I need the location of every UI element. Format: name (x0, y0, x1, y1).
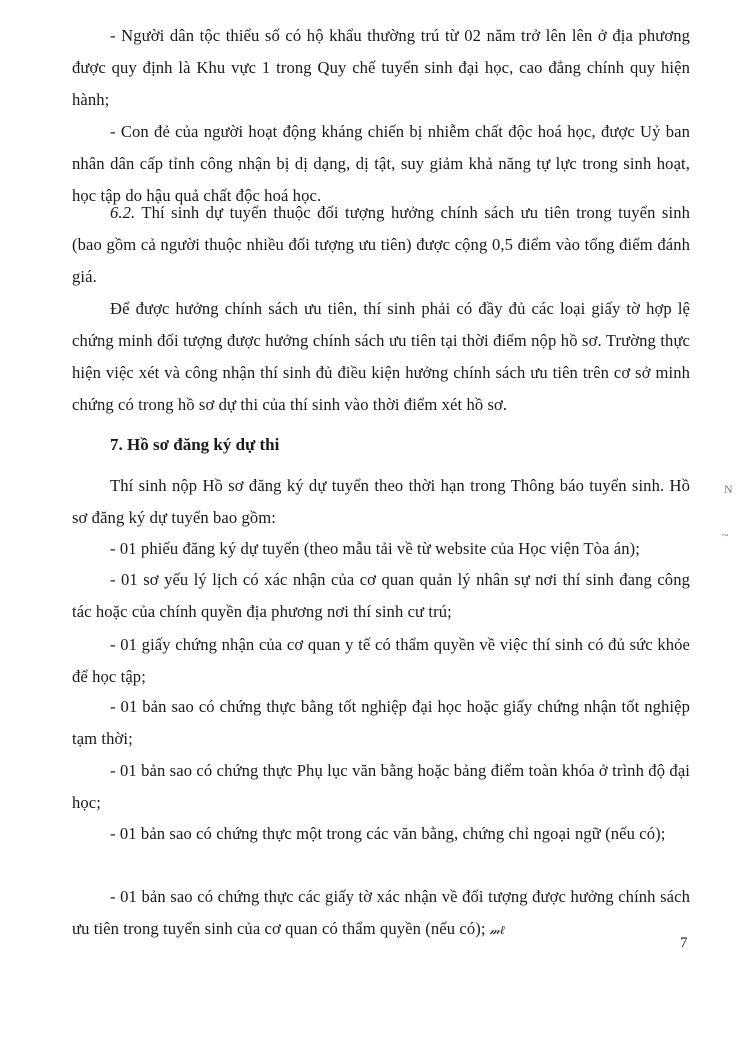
initials-signature: 𝓂ℓ (489, 923, 505, 937)
margin-mark: N (724, 482, 733, 496)
page-number: 7 (680, 935, 688, 951)
paragraph-dossier-intro: Thí sinh nộp Hồ sơ đăng ký dự tuyển theo thời hạn trong Thông báo tuyển sinh. Hồ sơ đăng ký dự tuyển bao gồm: (72, 476, 690, 527)
section-7-heading: 7. Hồ sơ đăng ký dự thi (110, 435, 280, 454)
list-item-degree-copy: - 01 bản sao có chứng thực bằng tốt nghiệp đại học hoặc giấy chứng nhận tốt nghiệp tạm thời; (72, 697, 690, 748)
paragraph-priority-docs: Để được hưởng chính sách ưu tiên, thí sinh phải có đầy đủ các loại giấy tờ hợp lệ chứng minh đối tượng được hưởng chính sách ưu tiên tại thời điểm nộp hồ sơ. Trường thực hiện việc xét và công nhận thí sinh đủ điều kiện hưởng chính sách ưu tiên trên cơ sở minh chứng có trong hồ sơ dự thi của thí sinh vào thời điểm xét hồ sơ. (72, 299, 690, 414)
margin-mark: ~ (722, 528, 729, 542)
paragraph-agent-orange: - Con đẻ của người hoạt động kháng chiến bị nhiễm chất độc hoá học, được Uỷ ban nhân dân cấp tỉnh công nhận bị dị dạng, dị tật, suy giảm khả năng tự lực trong sinh hoạt, học tập do hậu quả chất độc hoá học. (72, 122, 690, 205)
list-item-language-cert: - 01 bản sao có chứng thực một trong các văn bằng, chứng chỉ ngoại ngữ (nếu có); (110, 824, 666, 843)
paragraph-6-2: 6.2. Thí sinh dự tuyển thuộc đối tượng hưởng chính sách ưu tiên trong tuyển sinh (bao gồm cả người thuộc nhiều đối tượng ưu tiên) được cộng 0,5 điểm vào tổng điểm đánh giá. (72, 203, 690, 286)
paragraph-ethnic-minority: - Người dân tộc thiểu số có hộ khẩu thường trú từ 02 năm trở lên lên ở địa phương được quy định là Khu vực 1 trong Quy chế tuyển sinh đại học, cao đẳng chính quy hiện hành; (72, 26, 690, 109)
list-item-cv: - 01 sơ yếu lý lịch có xác nhận của cơ quan quản lý nhân sự nơi thí sinh đang công tác hoặc của chính quyền địa phương nơi thí sinh cư trú; (72, 570, 690, 621)
list-item-registration-form: - 01 phiếu đăng ký dự tuyển (theo mẫu tải về từ website của Học viện Tòa án); (110, 539, 640, 558)
list-item-transcript-copy: - 01 bản sao có chứng thực Phụ lục văn bằng hoặc bảng điểm toàn khóa ở trình độ đại học; (72, 761, 690, 812)
list-item-priority-proof: - 01 bản sao có chứng thực các giấy tờ xác nhận về đối tượng được hưởng chính sách ưu tiên trong tuyển sinh của cơ quan có thẩm quyền (nếu có); 𝓂ℓ (72, 887, 690, 938)
list-item-health-cert: - 01 giấy chứng nhận của cơ quan y tế có thẩm quyền về việc thí sinh có đủ sức khỏe để học tập; (72, 635, 690, 686)
item-label-6-2: 6.2. (110, 203, 136, 222)
